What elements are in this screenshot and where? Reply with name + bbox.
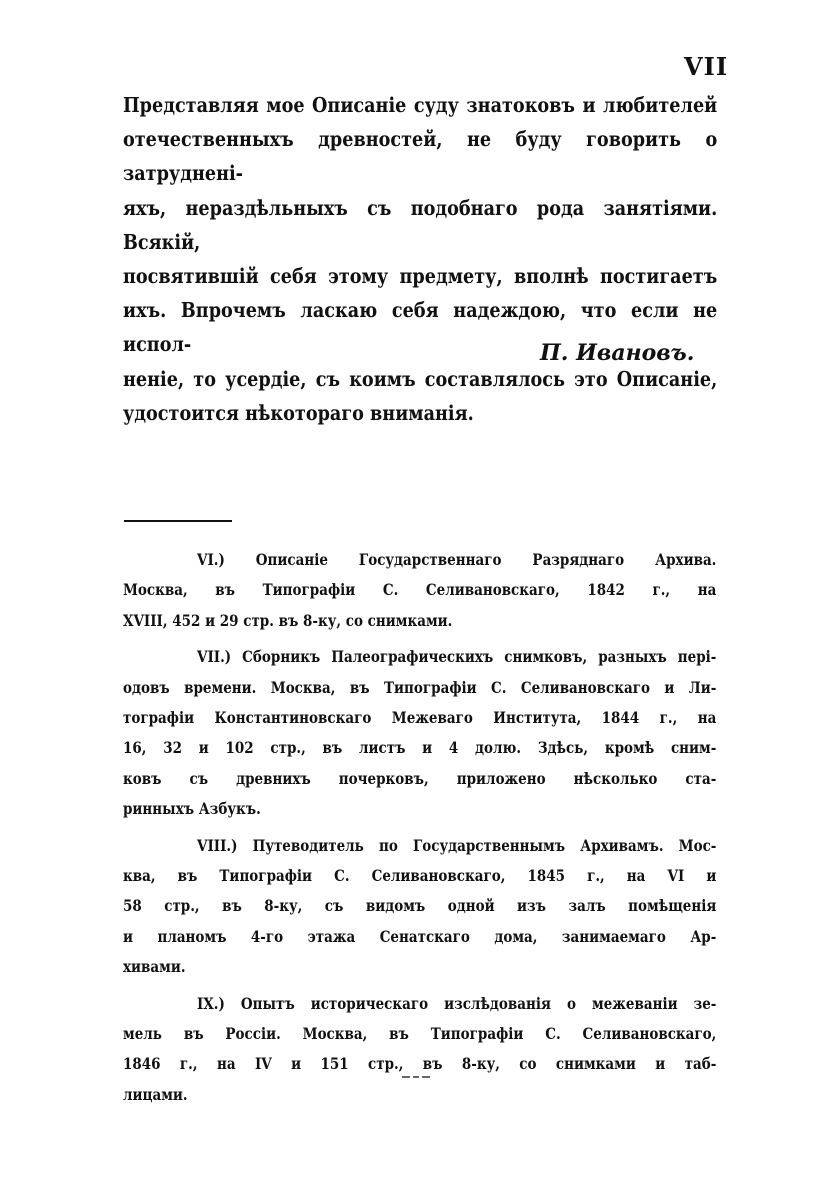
footnote-line-text: и планомъ 4-го этажа Сенатскаго дома, занимаемаго Ар- — [123, 926, 717, 946]
footnote-line — [123, 794, 716, 824]
footnote-line — [123, 733, 716, 763]
footnote-line-text: одовъ времени. Москва, въ Типографіи С. Селивановскаго и Ли- — [123, 677, 717, 697]
footnote-line-text: ковъ съ древнихъ почерковъ, приложено нѣсколько ста- — [123, 768, 717, 788]
paragraph-line: Представляя мое Описаніе суду знатоковъ и любителей — [123, 93, 718, 117]
footnote-viii — [123, 831, 716, 982]
footnote-line — [123, 673, 716, 703]
footnote-ix — [123, 989, 716, 1110]
paragraph-line: неніе, то усердіе, съ коимъ составлялось это Описаніе, — [123, 366, 718, 391]
paragraph-line: удостоится нѣкотораго вниманія. — [123, 400, 474, 425]
footnote-line-text: 16, 32 и 102 стр., въ листъ и 4 долю. Здѣсь, кромѣ сним- — [123, 738, 717, 758]
footnote-vi — [123, 545, 716, 636]
footnote-line — [123, 831, 716, 861]
main-paragraph — [123, 88, 718, 430]
footnote-line — [123, 952, 716, 982]
footnote-line-text: Москва, въ Типографіи С. Селивановскаго, 1842 г., на — [123, 580, 717, 600]
footnote-line — [123, 642, 716, 672]
footnote-line-text: хивами. — [123, 956, 186, 976]
footnote-line — [123, 575, 716, 605]
footnote-divider — [124, 520, 232, 522]
footnote-line-text: тографіи Константиновскаго Межеваго Института, 1844 г., на — [123, 707, 717, 727]
paragraph-line: отечественныхъ древностей, не буду говорить о затрудненi- — [123, 127, 718, 186]
footnote-line-text: ринныхъ Азбукъ. — [123, 798, 261, 818]
footnote-line — [123, 1080, 716, 1110]
footnote-line — [123, 989, 716, 1019]
footnote-line-text: лицами. — [123, 1084, 188, 1104]
ornament-divider-icon — [401, 1074, 431, 1080]
paragraph-line: ихъ. Впрочемъ ласкаю себя надеждою, что если не испол- — [123, 298, 718, 357]
footnote-line-text: VI.) Описаніе Государственнаго Разряднаго Архива. — [197, 550, 717, 569]
footnote-line-text: VIII.) Путеводитель по Государственнымъ Архивамъ. Мос- — [197, 835, 717, 855]
footnote-line — [123, 1019, 716, 1049]
footnote-line — [123, 764, 716, 794]
paragraph-line: посвятившій себя этому предмету, вполнѣ постигаетъ — [123, 264, 718, 289]
footnote-line-text: VII.) Сборникъ Палеографическихъ снимковъ, разныхъ пері- — [197, 647, 717, 667]
footnote-line-text: XVIII, 452 и 29 стр. въ 8-ку, со снимками. — [123, 610, 453, 630]
footnote-line-text: мель въ Россіи. Москва, въ Типографіи С. Селивановскаго, — [123, 1023, 717, 1043]
footnote-line-text: IX.) Опытъ историческаго изслѣдованія о межеваніи зе- — [197, 993, 717, 1013]
footnote-line — [123, 545, 716, 575]
footnote-vii — [123, 642, 716, 824]
page-number: VII — [684, 52, 729, 81]
footnote-line-text: 58 стр., въ 8-ку, съ видомъ одной изъ залъ помѣщенія — [123, 896, 717, 916]
footnote-line-text: 1846 г., на IV и 151 стр., въ 8-ку, со снимками и таб- — [123, 1054, 717, 1074]
footnote-line-text: ква, въ Типографіи С. Селивановскаго, 1845 г., на VI и — [123, 865, 717, 885]
footnote-line — [123, 606, 716, 636]
paragraph-line: яхъ, нераздѣльныхъ съ подобнаго рода занятіями. Всякій, — [123, 195, 718, 254]
footnote-line — [123, 861, 716, 891]
footnote-line — [123, 703, 716, 733]
author-signature: П. Ивановъ. — [540, 340, 695, 366]
footnotes — [123, 545, 716, 1116]
footnote-line — [123, 891, 716, 921]
footnote-line — [123, 922, 716, 952]
